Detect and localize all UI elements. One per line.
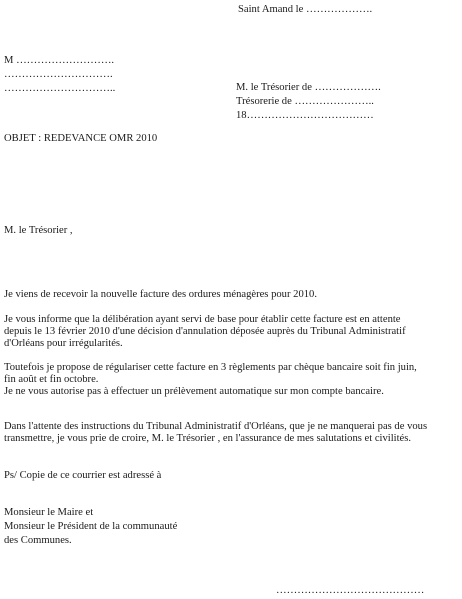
recipient-line-1: M. le Trésorier de ……………….: [236, 82, 381, 93]
subject-line: OBJET : REDEVANCE OMR 2010: [4, 133, 158, 144]
copy-recipient-line-3: des Communes.: [4, 535, 72, 546]
body-paragraph-1: Je viens de recevoir la nouvelle facture des ordures ménagères pour 2010.: [4, 289, 317, 300]
body-paragraph-2-line: Je vous informe que la délibération ayant servi de base pour établir cette facture est en attente: [4, 314, 401, 325]
body-paragraph-4-line: Dans l'attente des instructions du Tribunal Administratif d'Orléans, que je ne manquerai pas de vous: [4, 421, 428, 432]
signature-line: ……………………………………: [276, 585, 425, 596]
recipient-line-3: 18………………………………: [236, 110, 374, 121]
recipient-line-2: Trésorerie de …………………..: [236, 96, 374, 107]
body-paragraph-2-line: d'Orléans pour irrégularités.: [4, 338, 123, 349]
body-paragraph-3-line: Toutefois je propose de régulariser cette facture en 3 règlements par chèque bancaire soit fin juin,: [4, 362, 417, 373]
copy-recipient-line-2: Monsieur le Président de la communauté: [4, 521, 178, 532]
sender-line-1: M ……………………….: [4, 55, 115, 66]
body-paragraph-3-line: fin août et fin octobre.: [4, 374, 99, 385]
sender-line-2: ………………………….: [4, 69, 113, 80]
place-date: Saint Amand le ……………….: [238, 4, 373, 15]
body-paragraph-4-line: transmettre, je vous prie de croire, M. le Trésorier , en l'assurance de mes salutations et civilités.: [4, 433, 412, 444]
ps-note: Ps/ Copie de ce courrier est adressé à: [4, 470, 162, 481]
body-paragraph-3-line: Je ne vous autorise pas à effectuer un prélèvement automatique sur mon compte bancaire.: [4, 386, 384, 397]
sender-line-3: …………………………..: [4, 83, 116, 94]
salutation: M. le Trésorier ,: [4, 225, 73, 236]
copy-recipient-line-1: Monsieur le Maire et: [4, 507, 94, 518]
body-paragraph-2-line: depuis le 13 février 2010 d'une décision d'annulation déposée auprès du Tribunal Administratif: [4, 326, 406, 337]
